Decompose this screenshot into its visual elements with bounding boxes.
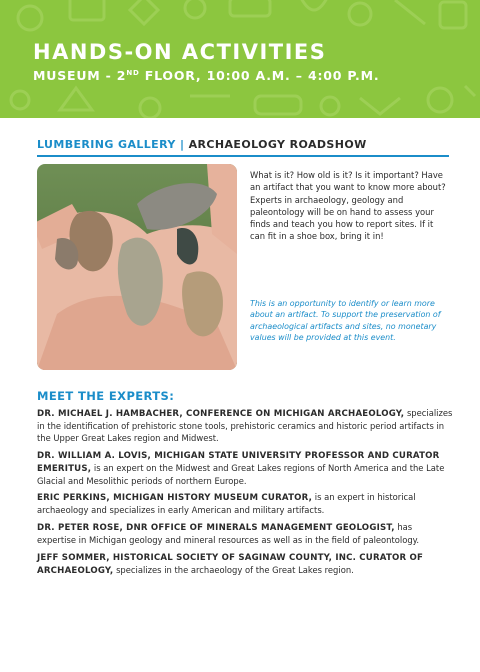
expert-entry <box>37 408 453 445</box>
expert-name: DR. MICHAEL J. HAMBACHER, CONFERENCE ON MICHIGAN ARCHAEOLOGY, <box>37 409 405 419</box>
expert-description: has expertise in Michigan geology and mineral resources as well as in the field of paleontology. <box>37 522 420 546</box>
section-rule <box>37 155 449 157</box>
expert-description: specializes in the archaeology of the Great Lakes region. <box>113 564 354 575</box>
expert-name: DR. WILLIAM A. LOVIS, MICHIGAN STATE UNIVERSITY PROFESSOR AND CURATOR EMERITUS, <box>37 450 440 474</box>
artifacts-photo <box>37 164 237 370</box>
expert-description: is an expert in historical archaeology and specializes in early American and military artifacts. <box>37 492 416 516</box>
page-title: HANDS-ON ACTIVITIES <box>33 40 327 64</box>
ordinal-suffix: ND <box>126 69 140 77</box>
schedule-subtitle <box>33 68 379 83</box>
section-heading <box>37 138 449 151</box>
experts-heading: MEET THE EXPERTS: <box>37 389 175 403</box>
intro-paragraph: What is it? How old is it? Is it important? Have an artifact that you want to know more about? Experts in archaeology, geology and paleontology will be on hand to assess your finds and teach you how to report sites. If it can fit in a shoe box, bring it in! <box>250 170 446 242</box>
expert-entry <box>37 450 453 488</box>
disclaimer-note: This is an opportunity to identify or learn more about an artifact. To support the preservation of archaeological artifacts and sites, no monetary values will be provided at this event. <box>250 299 441 342</box>
subtitle-text: MUSEUM - 2 <box>33 68 127 83</box>
expert-name: ERIC PERKINS, MICHIGAN HISTORY MUSEUM CURATOR, <box>37 493 313 504</box>
gallery-name: LUMBERING GALLERY <box>37 138 176 151</box>
subtitle-time: FLOOR, 10:00 A.M. – 4:00 P.M. <box>139 68 380 83</box>
experts-list <box>37 408 453 583</box>
heading-divider: | <box>175 138 189 151</box>
hands-holding-artifacts-photo <box>37 164 237 370</box>
expert-entry <box>37 552 453 578</box>
expert-description: specializes in the identification of prehistoric stone tools, prehistoric ceramics and historic period artifacts in the Upper Great Lakes region and Midwest. <box>37 408 453 443</box>
header-banner <box>0 0 480 118</box>
expert-name: JEFF SOMMER, HISTORICAL SOCIETY OF SAGINAW COUNTY, INC. CURATOR OF ARCHAEOLOGY, <box>37 553 424 576</box>
expert-description: is an expert on the Midwest and Great Lakes regions of North America and the Late Glacial and Mesolithic periods of northern Europe. <box>37 462 445 486</box>
expert-entry <box>37 492 453 517</box>
expert-name: DR. PETER ROSE, DNR OFFICE OF MINERALS MANAGEMENT GEOLOGIST, <box>37 523 395 534</box>
event-name: ARCHAEOLOGY ROADSHOW <box>188 138 367 151</box>
expert-entry <box>37 522 453 547</box>
